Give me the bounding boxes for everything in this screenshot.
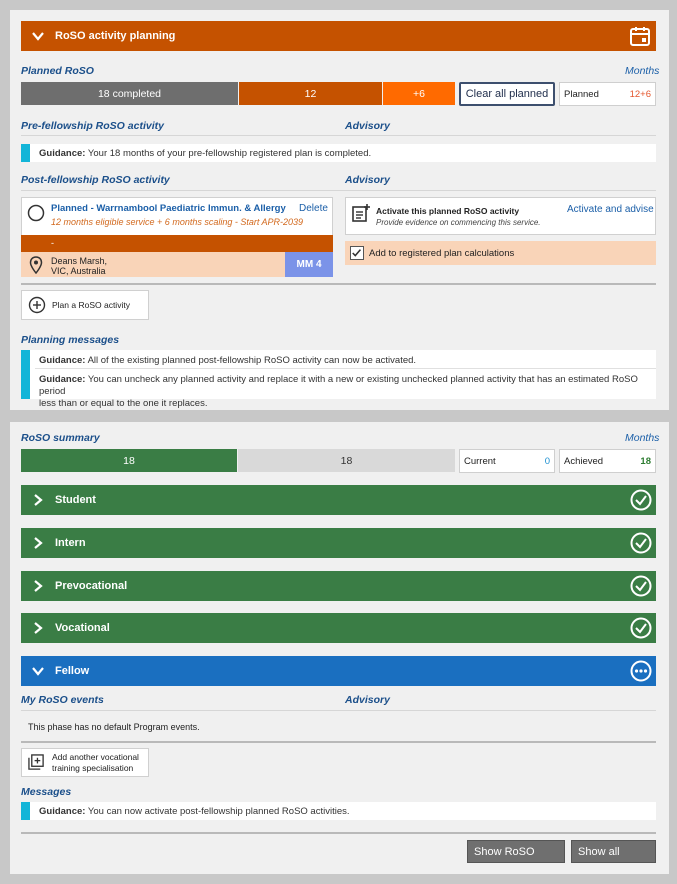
current-value: 0	[544, 455, 550, 467]
events-advisory-title: Advisory	[345, 694, 390, 706]
add-to-plan-label: Add to registered plan calculations	[369, 248, 515, 259]
delete-link[interactable]: Delete	[299, 203, 328, 214]
planned-value: 12+6	[629, 88, 651, 100]
phase-label: Fellow	[55, 665, 90, 677]
achieved-segment: 18	[21, 449, 237, 472]
show-all-button[interactable]: Show all	[571, 840, 656, 863]
guidance-label: Guidance:	[39, 148, 86, 159]
mm-badge: MM 4	[285, 252, 333, 277]
chevron-right-icon	[31, 536, 45, 550]
guidance-text: You can uncheck any planned activity and replace it with a new or existing unchecked planned activity that has an estimated RoSO period	[39, 374, 638, 397]
phase-prevocational[interactable]	[21, 571, 656, 601]
events-empty-text: This phase has no default Program events.	[28, 722, 200, 732]
activity-detail: 12 months eligible service + 6 months scaling - Start APR-2039	[51, 217, 304, 227]
achieved-label: Achieved	[564, 455, 604, 467]
roso-planning-title: RoSO activity planning	[55, 30, 176, 42]
activate-document-icon	[351, 203, 371, 223]
activate-title: Activate this planned RoSO activity	[376, 206, 520, 216]
more-dots-circle-icon	[630, 660, 652, 682]
check-circle-icon	[630, 489, 652, 511]
guidance-text: Your 18 months of your pre-fellowship registered plan is completed.	[87, 148, 372, 159]
guidance-marker	[21, 350, 30, 399]
check-circle-icon	[630, 617, 652, 639]
post-advisory-title: Advisory	[345, 174, 390, 186]
phase-vocational[interactable]	[21, 613, 656, 643]
location-line1: Deans Marsh,	[51, 256, 108, 266]
planned-roso-title: Planned RoSO	[21, 65, 94, 77]
achieved-value: 18	[640, 455, 651, 467]
current-box	[459, 449, 555, 473]
guidance-marker	[21, 802, 30, 820]
plan-roso-activity-label: Plan a RoSO activity	[52, 300, 130, 310]
radio-circle-icon[interactable]	[27, 204, 45, 222]
divider	[21, 135, 656, 136]
location-pin-icon	[29, 256, 43, 274]
extra-segment: +6	[383, 82, 455, 105]
activate-subtitle: Provide evidence on commencing this service.	[376, 218, 541, 227]
message-separator	[35, 368, 656, 369]
add-stack-icon	[28, 754, 45, 771]
divider	[21, 741, 656, 743]
guidance-label: Guidance:	[39, 374, 86, 385]
add-to-plan-checkbox[interactable]	[350, 246, 364, 260]
chevron-down-icon	[31, 664, 45, 678]
activate-card	[345, 197, 656, 235]
checkmark-icon	[351, 247, 363, 259]
chevron-right-icon	[31, 579, 45, 593]
add-vocational-line2: training specialisation	[52, 763, 134, 773]
roso-summary-title: RoSO summary	[21, 432, 100, 444]
completed-segment: 18 completed	[21, 82, 238, 105]
phase-intern[interactable]	[21, 528, 656, 558]
phase-label: Vocational	[55, 622, 110, 634]
phase-label: Intern	[55, 537, 86, 549]
calendar-icon[interactable]	[629, 25, 651, 47]
clear-all-planned-button[interactable]: Clear all planned	[459, 82, 555, 106]
divider	[21, 190, 656, 191]
guidance-marker	[21, 144, 30, 162]
divider	[21, 710, 656, 711]
plus-circle-icon	[28, 296, 46, 314]
planned-segment: 12	[239, 82, 382, 105]
summary-guidance	[39, 806, 350, 817]
pre-fellowship-title: Pre-fellowship RoSO activity	[21, 120, 164, 132]
location-line2: VIC, Australia	[51, 266, 106, 276]
planning-message-1	[39, 355, 416, 366]
guidance-label: Guidance:	[39, 355, 86, 366]
phase-student[interactable]	[21, 485, 656, 515]
chevron-down-icon	[31, 29, 45, 43]
pre-guidance	[39, 148, 371, 159]
roso-planning-header[interactable]	[21, 21, 656, 51]
chevron-right-icon	[31, 621, 45, 635]
post-fellowship-title: Post-fellowship RoSO activity	[21, 174, 170, 186]
activate-and-advise-link[interactable]: Activate and advise	[567, 204, 654, 215]
pre-advisory-title: Advisory	[345, 120, 390, 132]
check-circle-icon	[630, 575, 652, 597]
achieved-box	[559, 449, 656, 473]
divider	[21, 283, 656, 285]
guidance-text-continued: less than or equal to the one it replaces.	[39, 398, 208, 409]
phase-label: Prevocational	[55, 580, 128, 592]
remaining-segment: 18	[238, 449, 455, 472]
planned-summary-box	[559, 82, 656, 106]
guidance-text: You can now activate post-fellowship planned RoSO activities.	[87, 806, 350, 817]
my-roso-events-title: My RoSO events	[21, 694, 104, 706]
months-label: Months	[625, 432, 660, 444]
check-circle-icon	[630, 532, 652, 554]
months-label: Months	[625, 65, 660, 77]
guidance-label: Guidance:	[39, 806, 86, 817]
planned-label: Planned	[564, 88, 599, 100]
add-vocational-line1: Add another vocational	[52, 752, 139, 762]
planning-messages-title: Planning messages	[21, 334, 120, 346]
planning-message-2	[39, 374, 649, 410]
divider	[21, 832, 656, 834]
current-label: Current	[464, 455, 496, 467]
phase-fellow[interactable]	[21, 656, 656, 686]
messages-title: Messages	[21, 786, 72, 798]
phase-label: Student	[55, 494, 96, 506]
activity-strip-text: -	[51, 238, 54, 248]
activity-orange-strip	[21, 235, 333, 252]
chevron-right-icon	[31, 493, 45, 507]
show-roso-button[interactable]: Show RoSO	[467, 840, 565, 863]
guidance-text: All of the existing planned post-fellowship RoSO activity can now be activated.	[87, 355, 417, 366]
activity-title[interactable]: Planned - Warrnambool Paediatric Immun. & Allergy	[51, 203, 286, 214]
